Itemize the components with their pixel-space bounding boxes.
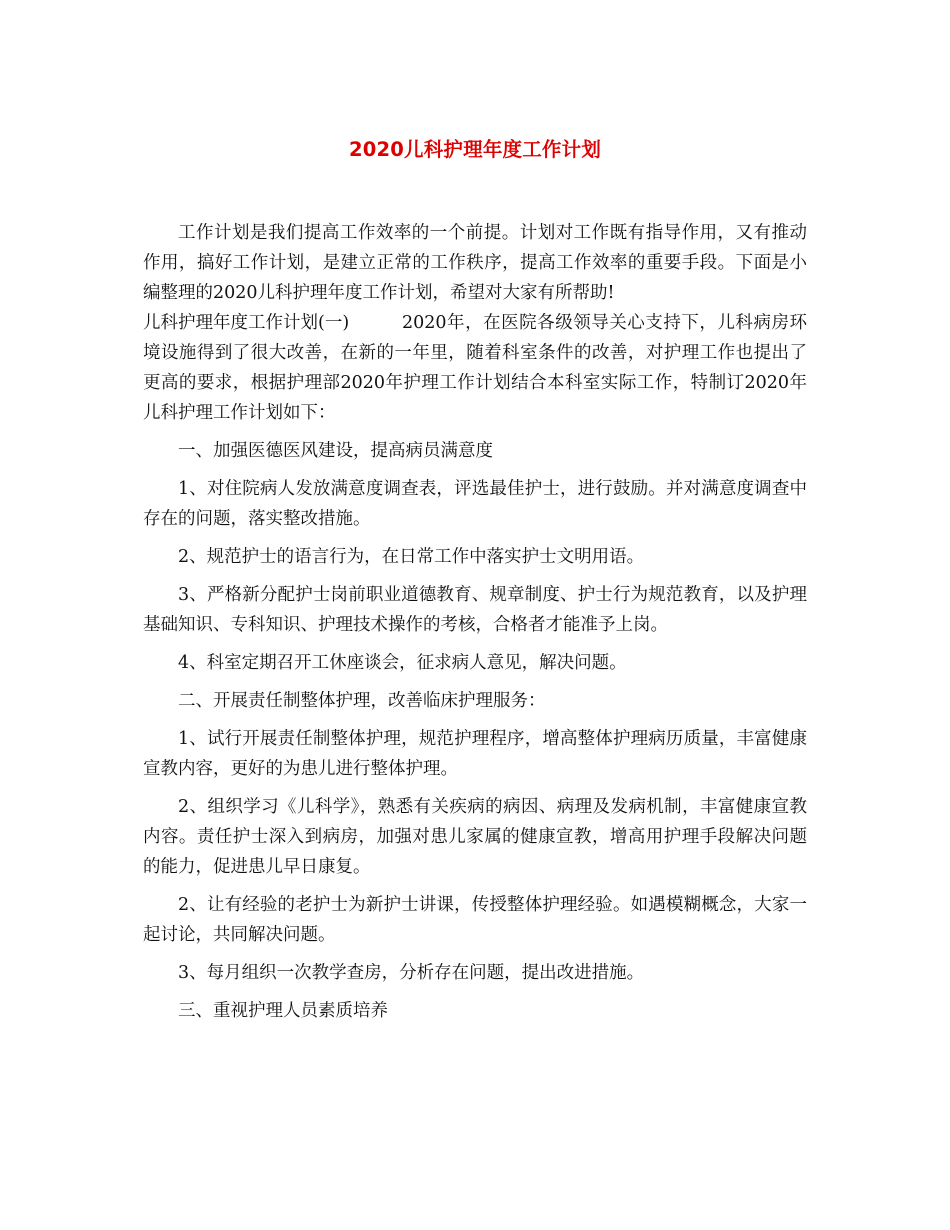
paragraph: 三、重视护理人员素质培养 [178,1001,388,1021]
paragraph: 1、对住院病人发放满意度调查表，评选最佳护士，进行鼓励。并对满意度调查中存在的问题，落实整改措施。 [143,479,807,529]
paragraph: 一、加强医德医风建设，提高病员满意度 [178,441,493,461]
paragraph: 2、组织学习《儿科学》，熟悉有关疾病的病因、病理及发病机制，丰富健康宣教内容。责任护士深入到病房，加强对患儿家属的健康宣教，增高用护理手段解决问题的能力，促进患儿早日康复。 [143,797,807,877]
paragraph: 二、开展责任制整体护理，改善临床护理服务： [178,691,546,711]
section-intro-paragraph: 2020年，在医院各级领导关心支持下，儿科病房环境设施得到了很大改善，在新的一年里，随着科室条件的改善，对护理工作也提出了更高的要求，根据护理部2020年护理工作计划结合本科室实际工作，特制订2020年儿科护理工作计划如下： [143,313,807,423]
paragraph: 1、试行开展责任制整体护理，规范护理程序，增高整体护理病历质量，丰富健康宣教内容，更好的为患儿进行整体护理。 [143,729,807,779]
paragraph: 2、规范护士的语言行为，在日常工作中落实护士文明用语。 [178,547,645,567]
paragraph: 2、让有经验的老护士为新护士讲课，传授整体护理经验。如遇模糊概念，大家一起讨论，共同解决问题。 [143,895,807,945]
intro-paragraph: 工作计划是我们提高工作效率的一个前提。计划对工作既有指导作用，又有推动作用，搞好工作计划，是建立正常的工作秩序，提高工作效率的重要手段。下面是小编整理的2020儿科护理年度工作计划，希望对大家有所帮助! [143,223,807,303]
section-heading: 儿科护理年度工作计划(一) [143,313,350,333]
document-title: 2020儿科护理年度工作计划 [348,138,602,161]
paragraph: 3、严格新分配护士岗前职业道德教育、规章制度、护士行为规范教育，以及护理基础知识、专科知识、护理技术操作的考核，合格者才能准予上岗。 [143,585,807,635]
paragraph: 4、科室定期召开工休座谈会，征求病人意见，解决问题。 [178,653,627,673]
document-body [143,218,807,1026]
paragraph: 3、每月组织一次教学查房，分析存在问题，提出改进措施。 [178,963,645,983]
